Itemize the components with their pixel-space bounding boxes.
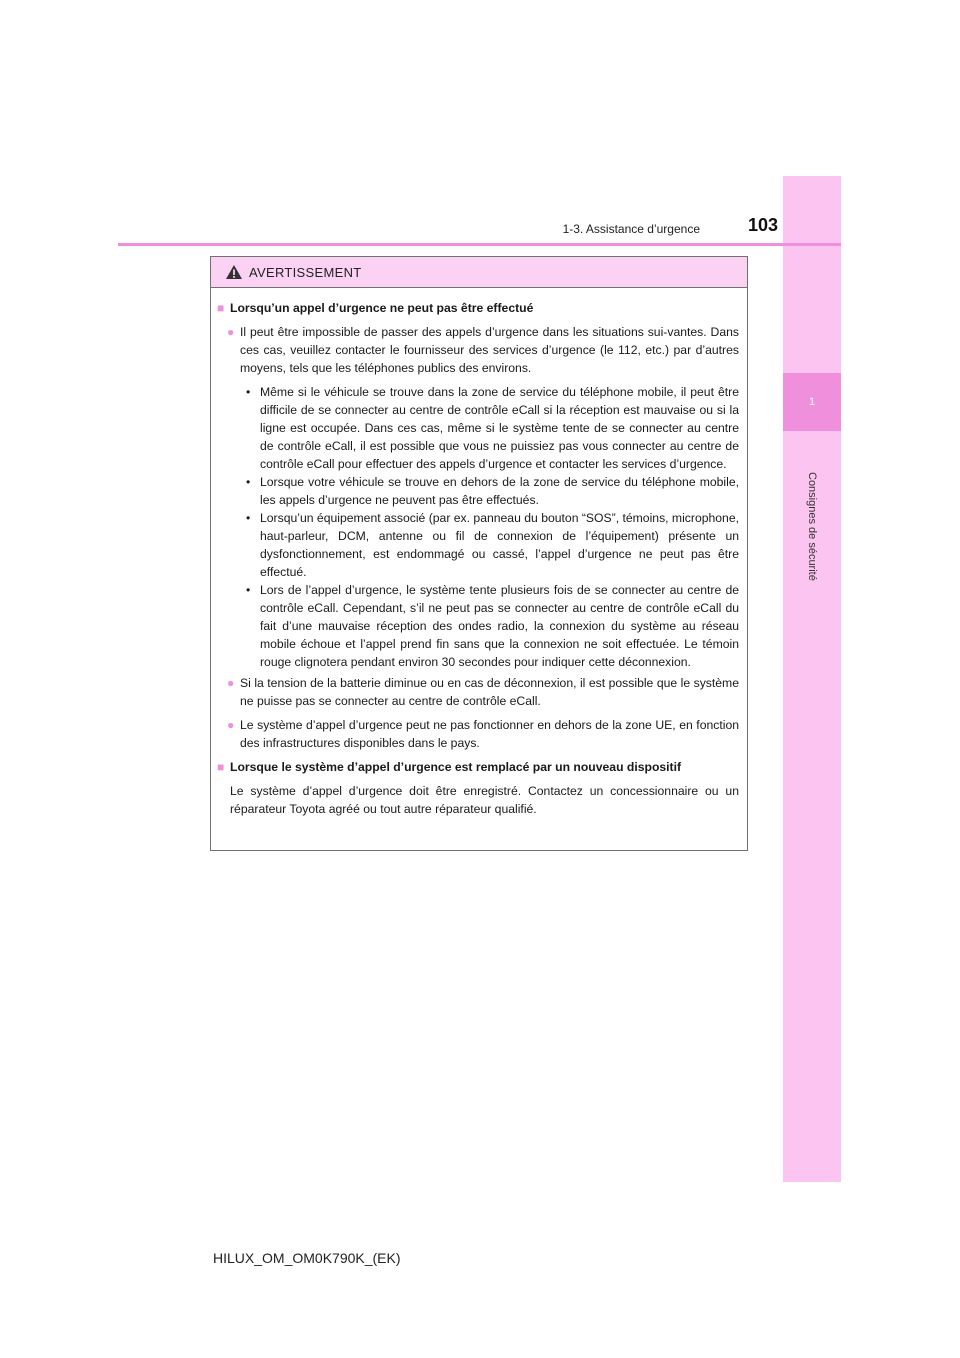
subheading-text: Lorsque le système d’appel d’urgence est remplacé par un nouveau dispositif bbox=[230, 760, 682, 774]
dot-item-text: Lors de l’appel d’urgence, le système tente plusieurs fois de se connecter au centre de contrôle eCall. Cependant, s’il ne peut pas se connecter au centre de contrôle eCall du fait d’une mauvaise réception des ondes radio, la connexion du système au réseau mobile échoue et l’appel prend fin sans que la connexion ne soit effectuée. Le témoin rouge clignotera pendant environ 30 secondes pour indiquer cette déconnexion. bbox=[260, 583, 739, 669]
dot-bullet-icon: • bbox=[246, 583, 251, 597]
dot-item-text: Même si le véhicule se trouve dans la zone de service du téléphone mobile, il peut être difficile de se connecter au centre de contrôle eCall si la réception est mauvaise ou si la ligne est occupée. Dans ces cas, même si le système tente de se connecter au centre de contrôle eCall, il est possible que vous ne puissiez pas vous connecter au centre de contrôle eCall pour effectuer des appels d’urgence et contacter les services d’urgence. bbox=[260, 385, 739, 471]
section-title: 1-3. Assistance d’urgence bbox=[562, 222, 700, 236]
list-item-text: Il peut être impossible de passer des appels d’urgence dans les situations sui-vantes. Dans ces cas, veuillez contacter le fournisseur des services d’urgence (le 112, etc.) par d’autres moyens, tels que les téléphones publics des environs. bbox=[240, 325, 739, 375]
warning-box bbox=[210, 256, 748, 851]
list-item-text: Le système d’appel d’urgence peut ne pas fonctionner en dehors de la zone UE, en fonction des infrastructures disponibles dans le pays. bbox=[240, 718, 739, 750]
document-code: HILUX_OM_OM0K790K_(EK) bbox=[213, 1250, 401, 1266]
square-bullet-icon: ■ bbox=[217, 301, 225, 315]
dot-item-text: Lorsqu’un équipement associé (par ex. panneau du bouton “SOS”, témoins, microphone, haut-parleur, DCM, antenne ou fil de connexion de l’équipement) présente un dysfonctionnement, est endommagé ou cassé, l’appel d’urgence ne peut pas être effectué. bbox=[260, 511, 739, 579]
chapter-number: 1 bbox=[783, 373, 841, 431]
warning-header bbox=[211, 257, 747, 288]
chapter-label-container bbox=[783, 436, 841, 616]
dot-bullet-icon: • bbox=[246, 385, 251, 399]
dot-item bbox=[246, 473, 739, 509]
list-item bbox=[217, 323, 739, 377]
circle-bullet-icon: ● bbox=[227, 718, 235, 732]
chapter-label: Consignes de sécurité bbox=[806, 471, 818, 581]
dot-item bbox=[246, 509, 739, 581]
subheading-system-replacement bbox=[217, 758, 739, 776]
dot-item bbox=[246, 383, 739, 473]
header-rule bbox=[118, 243, 841, 246]
paragraph: Le système d’appel d’urgence doit être enregistré. Contactez un concessionnaire ou un réparateur Toyota agréé ou tout autre réparateur qualifié. bbox=[230, 784, 739, 816]
list-item bbox=[217, 716, 739, 752]
list-item bbox=[217, 674, 739, 710]
dot-item bbox=[246, 581, 739, 671]
subheading-emergency-call-failure bbox=[217, 299, 739, 317]
dot-list bbox=[217, 383, 739, 671]
dot-bullet-icon: • bbox=[246, 475, 251, 489]
side-tab bbox=[783, 176, 841, 1182]
warning-title: AVERTISSEMENT bbox=[249, 264, 362, 280]
circle-bullet-icon: ● bbox=[227, 325, 235, 339]
dot-item-text: Lorsque votre véhicule se trouve en dehors de la zone de service du téléphone mobile, les appels d’urgence ne peuvent pas être effectués. bbox=[260, 475, 739, 507]
warning-body bbox=[211, 288, 747, 818]
dot-bullet-icon: • bbox=[246, 511, 251, 525]
circle-bullet-icon: ● bbox=[227, 676, 235, 690]
page-number: 103 bbox=[747, 215, 778, 235]
square-bullet-icon: ■ bbox=[217, 760, 225, 774]
subheading-text: Lorsqu’un appel d’urgence ne peut pas être effectué bbox=[230, 301, 534, 315]
list-item-text: Si la tension de la batterie diminue ou en cas de déconnexion, il est possible que le système ne puisse pas se connecter au centre de contrôle eCall. bbox=[240, 676, 739, 708]
warning-triangle-icon bbox=[225, 264, 243, 280]
